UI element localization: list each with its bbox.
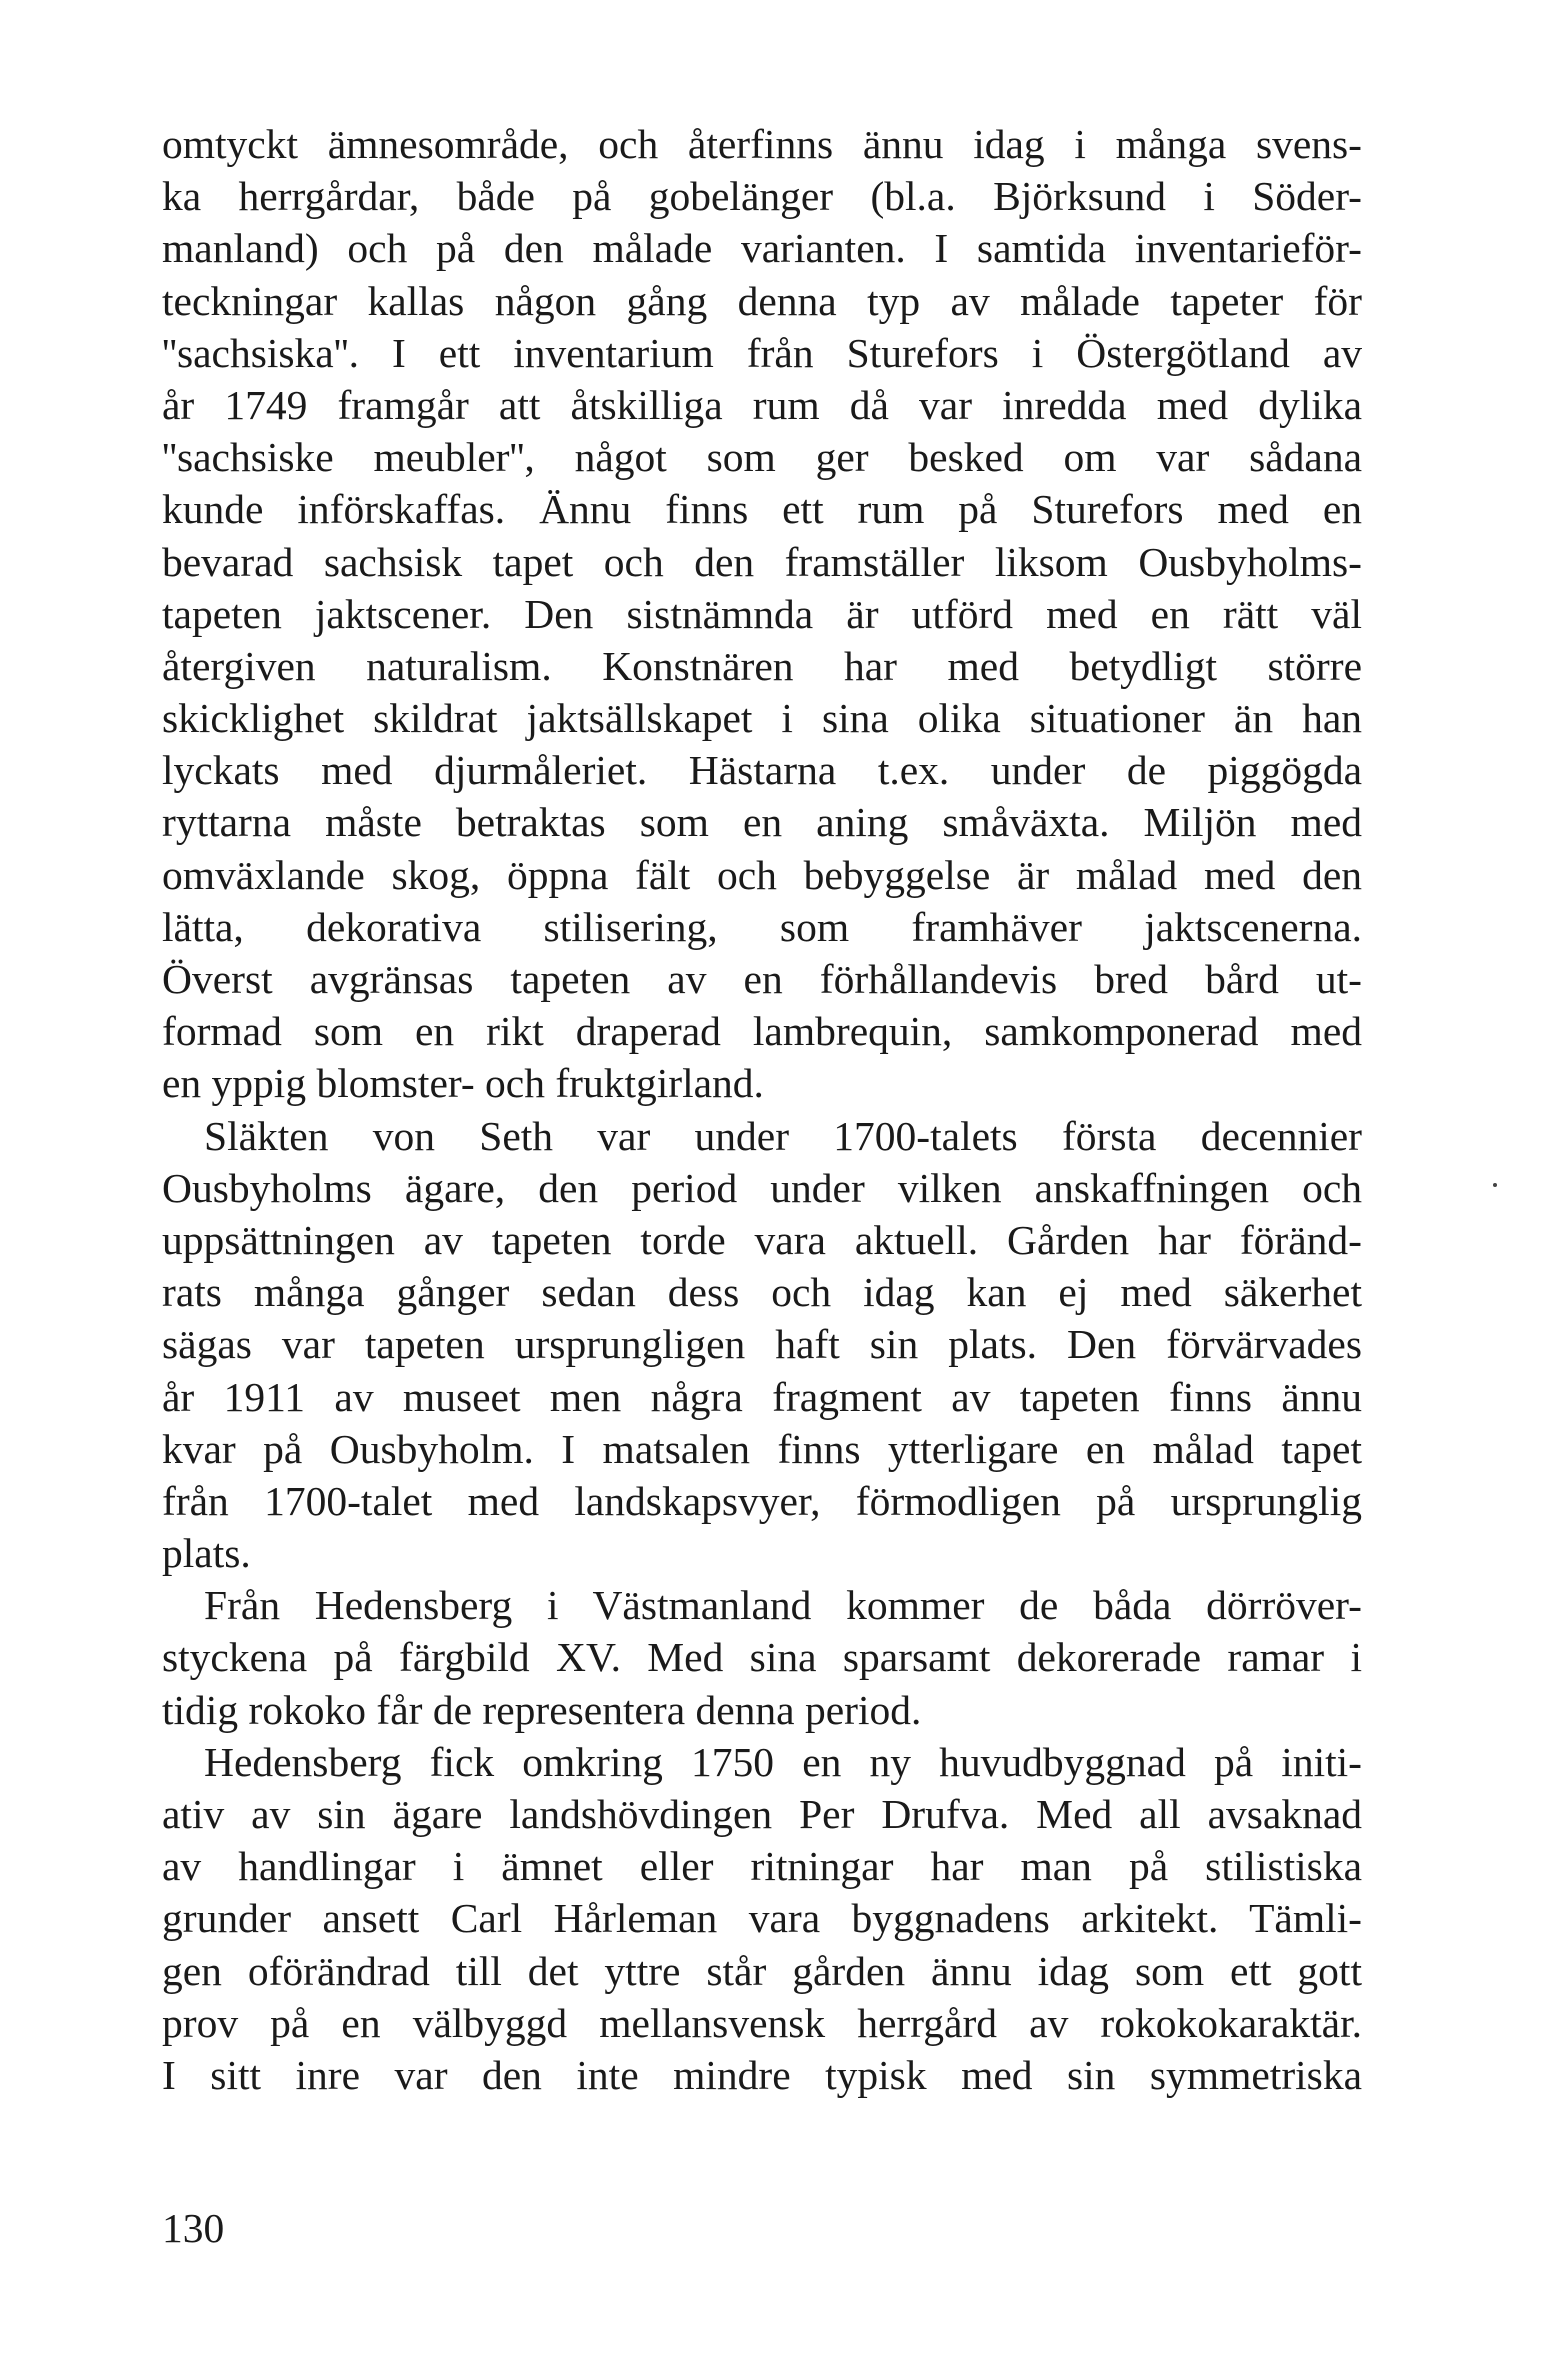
text-line: uppsättningen av tapeten torde vara aktuell. Gården har föränd- (162, 1216, 1362, 1263)
stray-ink-dot (1493, 1183, 1497, 1187)
text-line: en yppig blomster- och fruktgirland. (162, 1060, 764, 1107)
text-line: gen oförändrad till det yttre står gården ännu idag som ett gott (162, 1947, 1362, 1994)
text-line: omväxlande skog, öppna fält och bebyggelse är målad med den (162, 851, 1362, 898)
text-line: bevarad sachsisk tapet och den framställer liksom Ousbyholms- (162, 538, 1362, 585)
text-line: I sitt inre var den inte mindre typisk med sin symmetriska (162, 2051, 1362, 2098)
page-number: 130 (162, 2205, 225, 2251)
text-line: prov på en välbyggd mellansvensk herrgård av rokokokaraktär. (162, 1999, 1362, 2046)
text-line: ryttarna måste betraktas som en aning småväxta. Miljön med (162, 799, 1362, 846)
text-line: ''sachsiske meubler'', något som ger besked om var sådana (162, 434, 1362, 481)
text-line: återgiven naturalism. Konstnären har med betydligt större (162, 642, 1362, 689)
text-line: lyckats med djurmåleriet. Hästarna t.ex. under de piggögda (162, 747, 1362, 794)
text-line: Från Hedensberg i Västmanland kommer de båda dörröver- (204, 1582, 1362, 1629)
text-line: ka herrgårdar, både på gobelänger (bl.a. Björksund i Söder- (162, 173, 1362, 220)
text-line: styckena på färgbild XV. Med sina sparsamt dekorerade ramar i (162, 1634, 1362, 1681)
text-line: skicklighet skildrat jaktsällskapet i sina olika situationer än han (162, 695, 1362, 742)
text-line: manland) och på den målade varianten. I samtida inventarieför- (162, 225, 1362, 272)
text-line: tidig rokoko får de representera denna period. (162, 1686, 922, 1733)
text-line: grunder ansett Carl Hårleman vara byggnadens arkitekt. Tämli- (162, 1895, 1362, 1942)
text-line: sägas var tapeten ursprungligen haft sin plats. Den förvärvades (162, 1321, 1362, 1368)
text-line: år 1749 framgår att åtskilliga rum då var inredda med dylika (162, 381, 1362, 428)
text-line: kunde införskaffas. Ännu finns ett rum på Sturefors med en (162, 486, 1362, 533)
text-line: formad som en rikt draperad lambrequin, samkomponerad med (162, 1008, 1362, 1055)
text-line: ''sachsiska''. I ett inventarium från Sturefors i Östergötland av (162, 329, 1362, 376)
text-line: teckningar kallas någon gång denna typ av målade tapeter för (162, 277, 1362, 324)
text-line: rats många gånger sedan dess och idag kan ej med säkerhet (162, 1269, 1362, 1316)
text-line: Släkten von Seth var under 1700-talets första decennier (204, 1112, 1362, 1159)
text-line: Ousbyholms ägare, den period under vilken anskaffningen och (162, 1164, 1362, 1211)
text-line: år 1911 av museet men några fragment av tapeten finns ännu (162, 1373, 1362, 1420)
text-line: av handlingar i ämnet eller ritningar har man på stilistiska (162, 1843, 1362, 1890)
text-line: Hedensberg fick omkring 1750 en ny huvudbyggnad på initi- (204, 1738, 1362, 1785)
text-line: Överst avgränsas tapeten av en förhållandevis bred bård ut- (162, 956, 1362, 1002)
text-line: från 1700-talet med landskapsvyer, förmodligen på ursprunglig (162, 1477, 1362, 1524)
text-line: plats. (162, 1530, 251, 1577)
text-line: lätta, dekorativa stilisering, som framhäver jaktscenerna. (162, 903, 1362, 950)
text-line: kvar på Ousbyholm. I matsalen finns ytterligare en målad tapet (162, 1425, 1362, 1472)
text-line: omtyckt ämnesområde, och återfinns ännu idag i många svens- (162, 121, 1362, 167)
text-line: tapeten jaktscener. Den sistnämnda är utförd med en rätt väl (162, 590, 1362, 637)
body-text (162, 118, 1362, 2101)
text-line: ativ av sin ägare landshövdingen Per Drufva. Med all avsaknad (162, 1791, 1362, 1837)
